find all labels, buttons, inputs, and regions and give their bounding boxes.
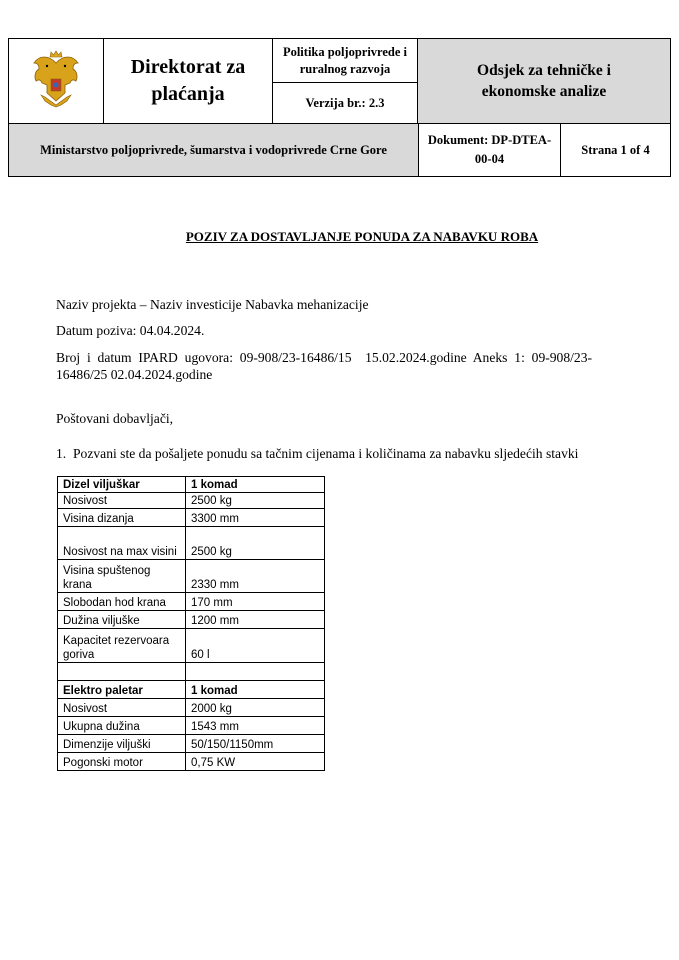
coat-of-arms-icon bbox=[31, 49, 81, 113]
row-label: Pogonski motor bbox=[58, 753, 186, 771]
item-quantity: 1 komad bbox=[186, 477, 325, 493]
agency-name: Direktorat za plaćanja bbox=[130, 56, 246, 105]
row-label: Nosivost bbox=[58, 699, 186, 717]
contract-line: Broj i datum IPARD ugovora: 09-908/23-16486/15 15.02.2024.godine Aneks 1: 09-908/23- bbox=[56, 350, 593, 365]
row-value: 2500 kg bbox=[186, 493, 325, 509]
row-label: Kapacitet rezervoara goriva bbox=[58, 629, 186, 663]
page-number: Strana 1 of 4 bbox=[581, 142, 650, 157]
greeting-line: Poštovani dobavljači, bbox=[56, 411, 174, 426]
spec-table bbox=[57, 476, 325, 771]
table-row bbox=[58, 753, 325, 771]
table-row bbox=[58, 493, 325, 509]
version-cell bbox=[272, 82, 418, 124]
item-name: Dizel viljuškar bbox=[58, 477, 186, 493]
row-value: 2000 kg bbox=[186, 699, 325, 717]
row-value: 170 mm bbox=[186, 593, 325, 611]
row-label: Nosivost na max visini bbox=[58, 527, 186, 560]
numbered-item: 1. Pozvani ste da pošaljete ponudu sa tačnim cijenama i količinama za nabavku sljedećih stavki bbox=[56, 446, 579, 461]
table-row bbox=[58, 611, 325, 629]
contract-line-continued: 16486/25 02.04.2024.godine bbox=[56, 367, 213, 382]
row-label: Ukupna dužina bbox=[58, 717, 186, 735]
policy-cell bbox=[272, 38, 418, 83]
date-line: Datum poziva: 04.04.2024. bbox=[56, 323, 205, 338]
table-row bbox=[58, 629, 325, 663]
version-number: Verzija br.: 2.3 bbox=[305, 95, 385, 110]
table-row bbox=[58, 593, 325, 611]
page-cell bbox=[560, 123, 671, 177]
row-value: 1200 mm bbox=[186, 611, 325, 629]
project-line: Naziv projekta – Naziv investicije Nabavka mehanizacije bbox=[56, 297, 369, 312]
table-header-row bbox=[58, 681, 325, 699]
table-row bbox=[58, 509, 325, 527]
row-value: 60 l bbox=[186, 629, 325, 663]
ministry-name: Ministarstvo poljoprivrede, šumarstva i vodoprivrede Crne Gore bbox=[40, 142, 387, 157]
row-value: 0,75 KW bbox=[186, 753, 325, 771]
row-label: Visina dizanja bbox=[58, 509, 186, 527]
item-quantity: 1 komad bbox=[186, 681, 325, 699]
logo-cell bbox=[8, 38, 104, 124]
table-row bbox=[58, 735, 325, 753]
table-row-empty bbox=[58, 663, 325, 681]
document-cell bbox=[418, 123, 561, 177]
page-title: POZIV ZA DOSTAVLJANJE PONUDA ZA NABAVKU ROBA bbox=[185, 229, 539, 244]
row-label: Dužina viljuške bbox=[58, 611, 186, 629]
row-value: 3300 mm bbox=[186, 509, 325, 527]
item-name: Elektro paletar bbox=[58, 681, 186, 699]
row-label: Dimenzije viljuški bbox=[58, 735, 186, 753]
table-row bbox=[58, 717, 325, 735]
department-cell bbox=[417, 38, 671, 124]
row-value: 2500 kg bbox=[186, 527, 325, 560]
row-value: 1543 mm bbox=[186, 717, 325, 735]
policy-name: Politika poljoprivrede i ruralnog razvoja bbox=[282, 44, 408, 76]
row-label: Slobodan hod krana bbox=[58, 593, 186, 611]
row-value: 2330 mm bbox=[186, 560, 325, 593]
row-value: 50/150/1150mm bbox=[186, 735, 325, 753]
table-row bbox=[58, 560, 325, 593]
agency-cell bbox=[103, 38, 273, 124]
table-row bbox=[58, 527, 325, 560]
row-label: Visina spuštenog krana bbox=[58, 560, 186, 593]
document-code: Dokument: DP-DTEA-00-04 bbox=[427, 133, 552, 166]
department-name: Odsjek za tehničke i ekonomske analize bbox=[477, 62, 611, 100]
ministry-cell bbox=[8, 123, 419, 177]
table-header-row bbox=[58, 477, 325, 493]
row-label: Nosivost bbox=[58, 493, 186, 509]
table-row bbox=[58, 699, 325, 717]
